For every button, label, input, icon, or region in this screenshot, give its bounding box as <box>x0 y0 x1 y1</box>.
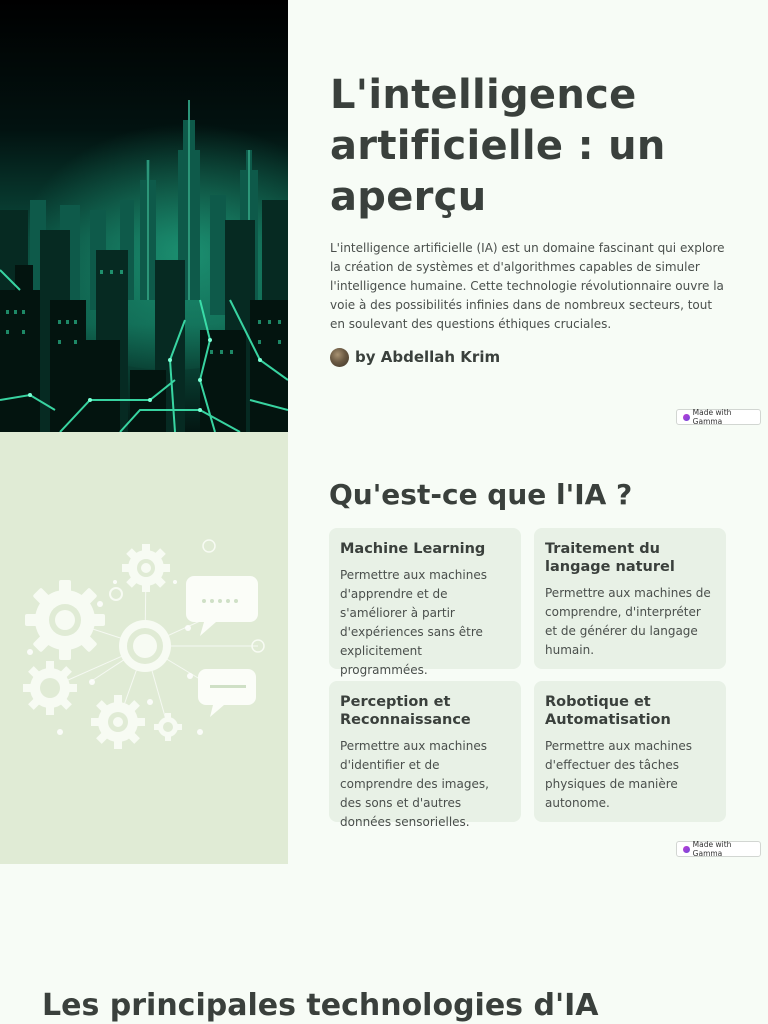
author-line <box>330 347 500 367</box>
avatar <box>330 348 349 367</box>
card-robotics <box>534 681 726 822</box>
card-title: Perception et Reconnaissance <box>340 694 471 728</box>
slide-title <box>0 0 768 432</box>
badge-label: Made with Gamma <box>692 408 732 426</box>
gamma-logo-icon <box>683 846 690 853</box>
card-nlp <box>534 528 726 669</box>
page-title: L'intelligence artificielle : un aperçu <box>330 72 666 220</box>
card-text: Permettre aux machines d'identifier et de comprendre des images, des sons et d'autres données sensorielles. <box>340 739 489 829</box>
card-title: Machine Learning <box>340 541 486 557</box>
gears-illustration <box>0 432 288 864</box>
made-with-gamma-badge[interactable] <box>676 841 761 857</box>
card-perception <box>329 681 521 829</box>
city-illustration <box>0 0 288 432</box>
card-title: Traitement du langage naturel <box>545 541 675 575</box>
section-title: Qu'est-ce que l'IA ? <box>329 478 633 511</box>
author-name: by Abdellah Krim <box>355 348 501 366</box>
badge-label: Made with Gamma <box>692 840 732 858</box>
card-machine-learning <box>329 528 521 677</box>
made-with-gamma-badge[interactable] <box>676 409 761 425</box>
section-title-technologies: Les principales technologies d'IA <box>42 988 599 1023</box>
card-text: Permettre aux machines d'apprendre et de s'améliorer à partir d'expériences sans être explicitement programmées. <box>340 568 487 677</box>
gamma-logo-icon <box>683 414 690 421</box>
intro-paragraph: L'intelligence artificielle (IA) est un domaine fascinant qui explore la création de systèmes et d'algorithmes capables de simuler l'intelligence humaine. Cette technologie révolutionnaire ouvre la voie à des possibilités infinies dans de nombreux secteurs, tout en soulevant des questions éthiques cruciales. <box>330 241 725 331</box>
card-title: Robotique et Automatisation <box>545 694 671 728</box>
slide-what-is-ai <box>0 432 768 864</box>
card-text: Permettre aux machines de comprendre, d'interpréter et de générer du langage humain. <box>545 586 711 657</box>
card-text: Permettre aux machines d'effectuer des tâches physiques de manière autonome. <box>545 739 692 810</box>
